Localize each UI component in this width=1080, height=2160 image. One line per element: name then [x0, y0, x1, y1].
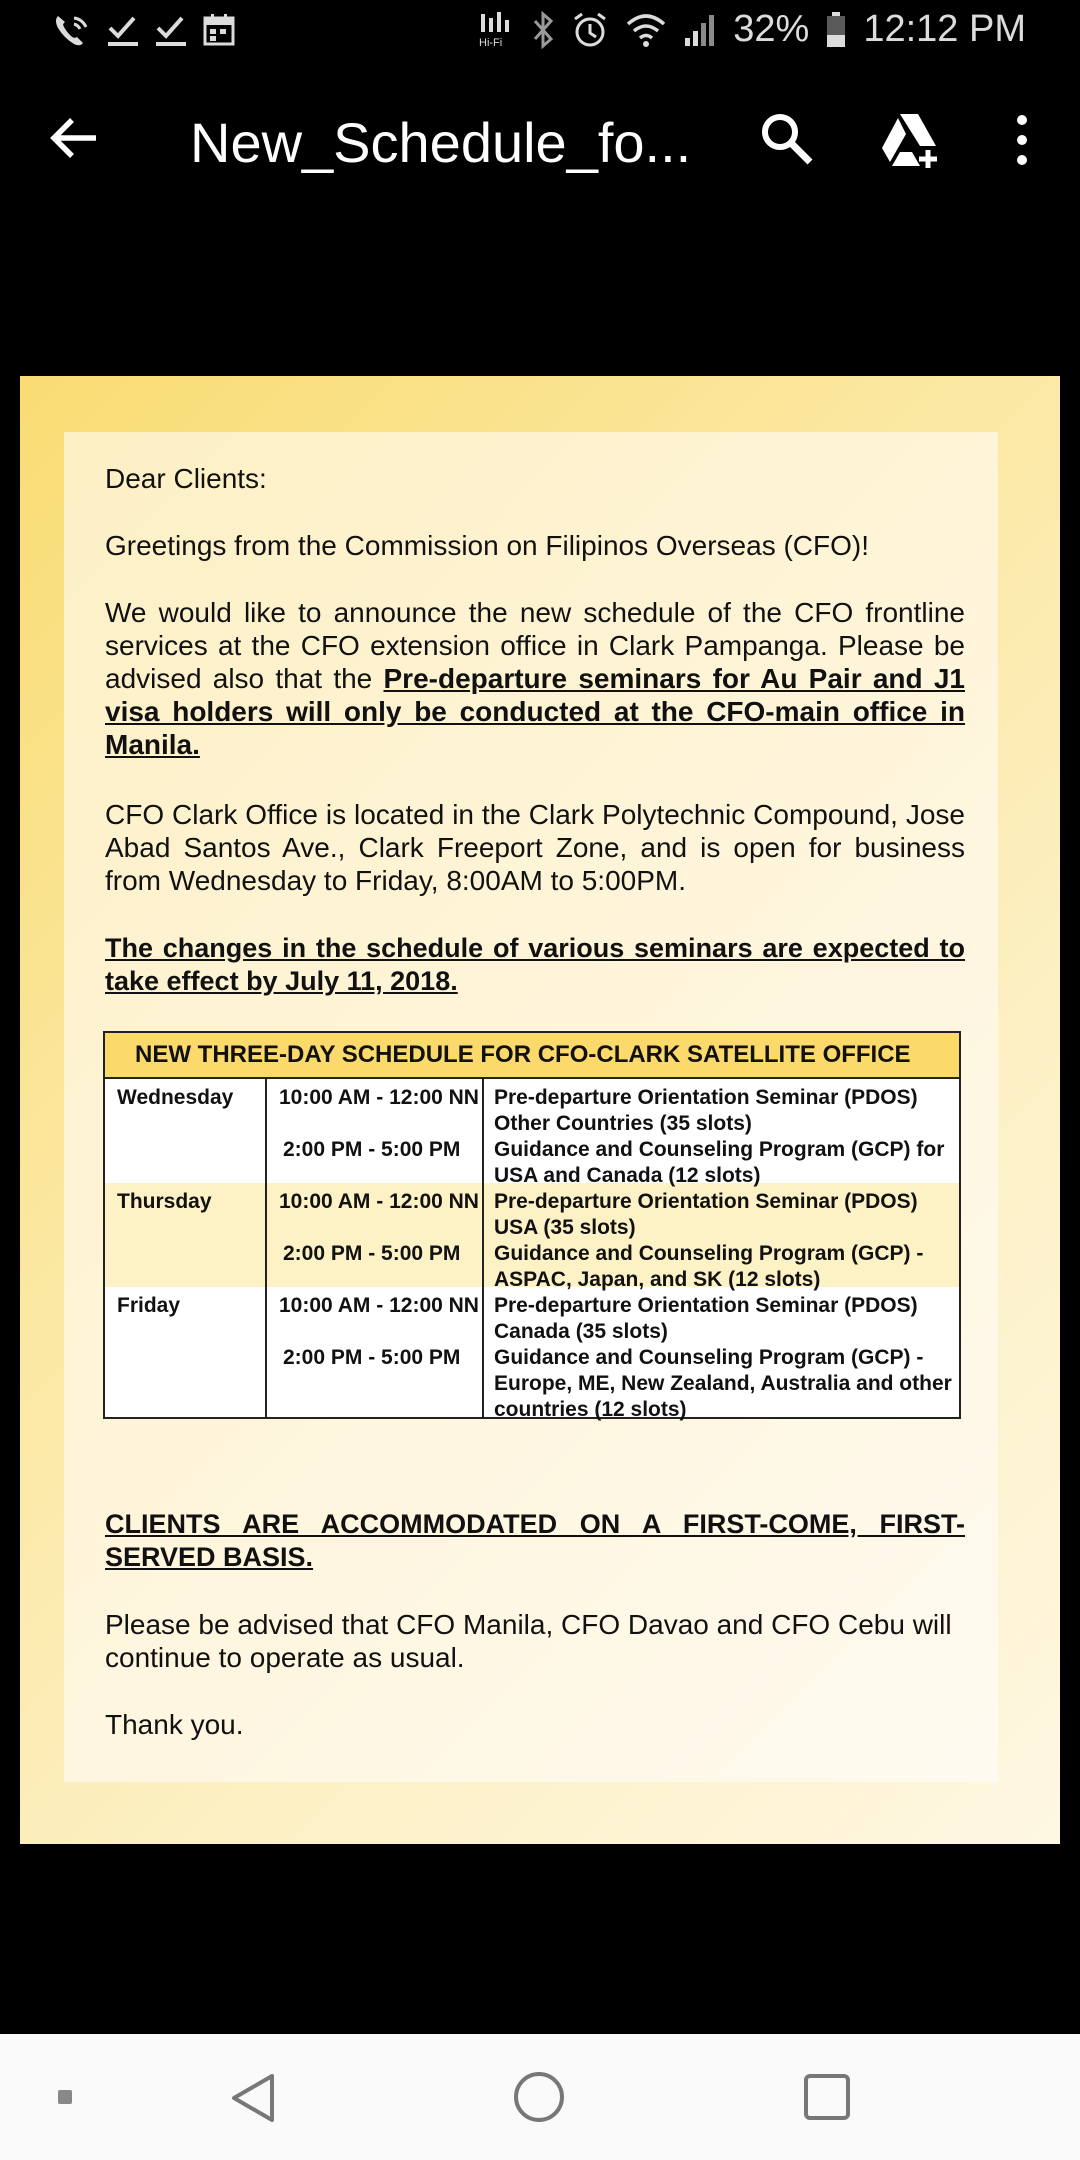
time-slot: 10:00 AM - 12:00 NN [279, 1294, 479, 1317]
time-cell [267, 1183, 484, 1287]
schedule-table-title: NEW THREE-DAY SCHEDULE FOR CFO-CLARK SATELLITE OFFICE [105, 1033, 959, 1079]
advisory-paragraph: Please be advised that CFO Manila, CFO Davao and CFO Cebu will continue to operate as usual. [105, 1609, 952, 1673]
day-cell: Thursday [105, 1183, 267, 1287]
program-description: Pre-departure Orientation Seminar (PDOS) Other Countries (35 slots) [494, 1086, 918, 1135]
day-cell: Friday [105, 1287, 267, 1417]
overview-dot-icon[interactable] [58, 2090, 72, 2104]
status-right-icons [477, 8, 1026, 51]
first-come-notice: CLIENTS ARE ACCOMMODATED ON A FIRST-COME, FIRST-SERVED BASIS. [105, 1509, 965, 1572]
hifi-icon [477, 10, 515, 50]
program-cell [484, 1183, 959, 1291]
document-page [20, 376, 1060, 1844]
calendar-icon [202, 12, 236, 48]
time-slot: 2:00 PM - 5:00 PM [283, 1346, 461, 1369]
salutation: Dear Clients: [105, 463, 267, 494]
schedule-table [103, 1031, 961, 1419]
program-cell [484, 1079, 959, 1187]
time-slot: 2:00 PM - 5:00 PM [283, 1242, 461, 1265]
announcement-emphasis: Pre-departure seminars for Au Pair and J1 visa holders will only be conducted at the CFO-main office in Manila. [105, 663, 966, 760]
add-to-drive-icon[interactable] [878, 108, 942, 172]
check-icon [106, 12, 140, 48]
time-cell [267, 1079, 484, 1183]
check-icon [154, 12, 188, 48]
announcement-intro: We would like to announce the new schedule of the CFO frontline services at the CFO extension office in Clark Pampanga. Please be advised also that the [105, 597, 965, 694]
battery-percent: 32% [733, 8, 810, 50]
status-bar [0, 0, 1080, 64]
wifi-calling-icon [52, 12, 92, 48]
program-cell [484, 1287, 959, 1421]
svg-text:Hi-Fi: Hi-Fi [479, 36, 503, 49]
time-slot: 2:00 PM - 5:00 PM [283, 1138, 461, 1161]
time-slot: 10:00 AM - 12:00 NN [279, 1086, 479, 1109]
program-description: Pre-departure Orientation Seminar (PDOS) Canada (35 slots) [494, 1294, 918, 1343]
status-left-icons [52, 12, 236, 48]
document-body [64, 432, 998, 1782]
app-bar [0, 64, 1080, 214]
day-cell: Wednesday [105, 1079, 267, 1183]
program-description: Guidance and Counseling Program (GCP) for USA and Canada (12 slots) [494, 1138, 945, 1187]
program-description: Guidance and Counseling Program (GCP) -Europe, ME, New Zealand, Australia and other countries (12 slots) [494, 1346, 952, 1421]
table-row [105, 1183, 959, 1291]
wifi-icon [625, 12, 667, 48]
battery-icon [825, 11, 847, 49]
more-options-icon[interactable] [1004, 108, 1040, 172]
clock: 12:12 PM [863, 8, 1026, 50]
signal-icon [683, 12, 717, 48]
home-circle-icon[interactable] [512, 2070, 566, 2124]
time-cell [267, 1287, 484, 1417]
search-icon[interactable] [756, 108, 816, 168]
time-slot: 10:00 AM - 12:00 NN [279, 1190, 479, 1213]
program-description: Pre-departure Orientation Seminar (PDOS) USA (35 slots) [494, 1190, 918, 1239]
alarm-icon [571, 11, 609, 49]
closing: Thank you. [105, 1709, 244, 1740]
bluetooth-icon [531, 11, 555, 49]
back-arrow-icon[interactable] [46, 110, 102, 166]
greeting: Greetings from the Commission on Filipinos Overseas (CFO)! [105, 530, 869, 561]
recents-square-icon[interactable] [802, 2072, 852, 2122]
program-description: Guidance and Counseling Program (GCP) - ASPAC, Japan, and SK (12 slots) [494, 1242, 924, 1291]
document-title: New_Schedule_fo... [190, 111, 692, 174]
navigation-bar [0, 2034, 1080, 2160]
table-row [105, 1287, 959, 1421]
location-paragraph: CFO Clark Office is located in the Clark Polytechnic Compound, Jose Abad Santos Ave., Clark Freeport Zone, and is open for business from Wednesday to Friday, 8:00AM to 5:00PM. [105, 799, 965, 896]
table-row [105, 1079, 959, 1187]
effectivity-notice: The changes in the schedule of various seminars are expected to take effect by July 11, 2018. [105, 933, 965, 996]
back-triangle-icon[interactable] [228, 2072, 280, 2124]
announcement-paragraph [105, 596, 965, 761]
